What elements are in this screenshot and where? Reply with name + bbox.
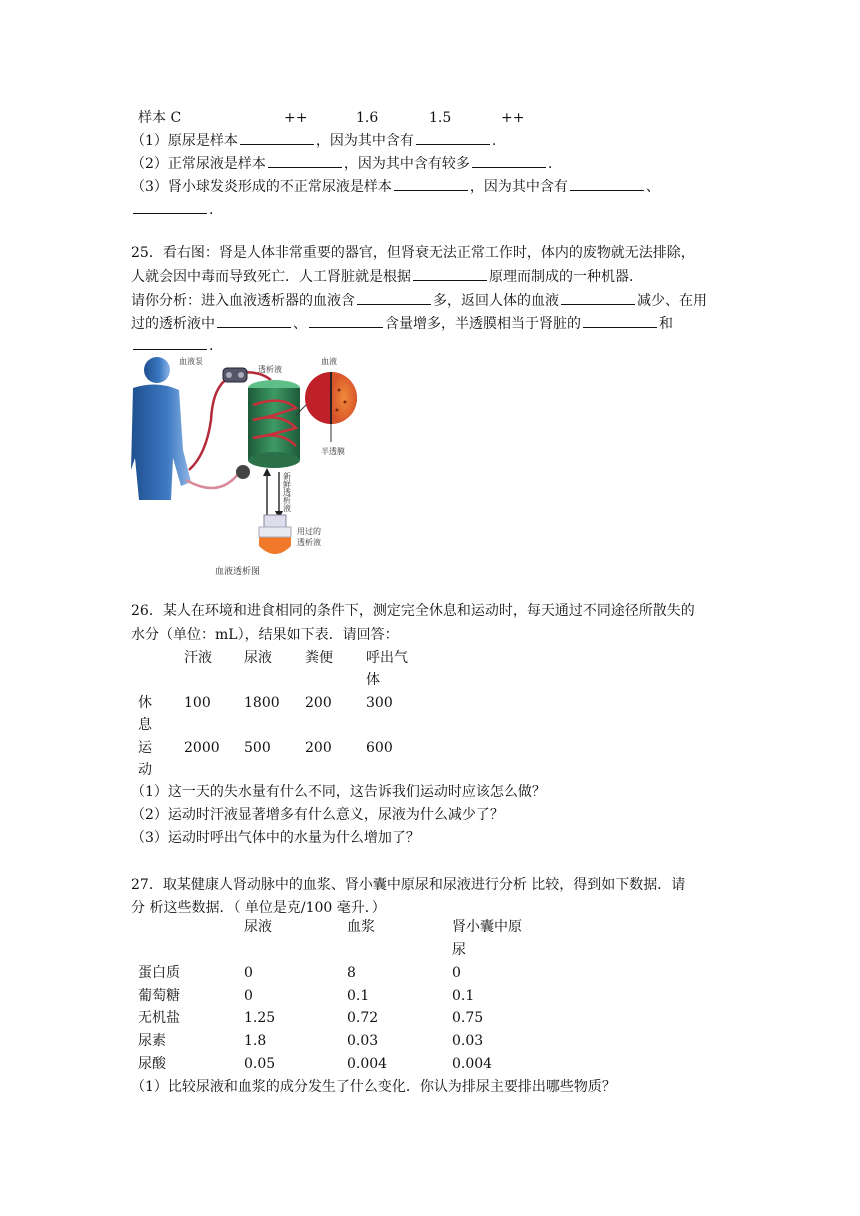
figure-caption: 血液透析图: [215, 567, 261, 577]
q26-question-2: （2）运动时汗液显著增多有什么意义，尿液为什么减少了？: [131, 807, 504, 823]
hemodialysis-diagram: [131, 350, 361, 582]
return-pump-icon: [236, 465, 250, 479]
q26-header-feces: 粪便: [305, 650, 333, 666]
q27-cell: 0.03: [452, 1033, 484, 1049]
q26-rest-urine: 1800: [244, 695, 280, 711]
q27-cell: 0: [244, 965, 253, 981]
q26-row-rest-label-2: 息: [138, 717, 152, 733]
answer-blank[interactable]: [133, 199, 207, 214]
q26-header-urine: 尿液: [244, 650, 272, 666]
human-silhouette: [131, 357, 191, 500]
blood-magnified-icon: [296, 372, 357, 424]
answer-blank[interactable]: [561, 290, 635, 305]
q27-row-name: 尿酸: [138, 1056, 166, 1072]
dialyzer-icon: [248, 380, 300, 468]
q26-rest-sweat: 100: [184, 695, 211, 711]
q27-row-name: 尿素: [138, 1033, 166, 1049]
dialysate-label: 透析液: [258, 365, 282, 374]
answer-blank[interactable]: [357, 290, 431, 305]
used-dialysate-bottle-icon: [259, 515, 291, 554]
q26-rest-feces: 200: [305, 695, 332, 711]
q26-question-3: （3）运动时呼出气体中的水量为什么增加了？: [131, 830, 420, 846]
q24-line-1: （1）原尿是样本 ，因为其中含有 .: [131, 130, 496, 151]
q26-exercise-breath: 600: [366, 740, 393, 756]
q27-line-2: 分 析这些数据．（ 单位是克/100 毫升．）: [131, 900, 386, 916]
q26-exercise-sweat: 2000: [184, 740, 220, 756]
q27-row-name: 无机盐: [138, 1010, 180, 1026]
answer-blank[interactable]: [217, 313, 291, 328]
q25-line-4: 过的透析液中 、 含量增多，半透膜相当于肾脏的 和: [131, 313, 673, 334]
q27-row-name: 葡萄糖: [138, 988, 180, 1004]
q26-rest-breath: 300: [366, 695, 393, 711]
q26-header-breath-2: 体: [366, 672, 380, 688]
q27-cell: 0.1: [452, 988, 475, 1004]
q27-header-primary-urine: 肾小囊中原: [452, 919, 522, 935]
q27-cell: 0: [244, 988, 253, 1004]
answer-blank[interactable]: [570, 176, 644, 191]
blood-pump-icon: [223, 368, 247, 382]
answer-blank[interactable]: [416, 130, 490, 145]
q26-line-2: 水分（单位：mL），结果如下表．请回答：: [131, 627, 399, 643]
answer-blank[interactable]: [268, 153, 342, 168]
q27-header-urine: 尿液: [244, 919, 272, 935]
q27-question-1: （1）比较尿液和血浆的成分发生了什么变化．你认为排尿主要排出哪些物质？: [131, 1079, 616, 1095]
q26-question-1: （1）这一天的失水量有什么不同，这告诉我们运动时应该怎么做？: [131, 784, 546, 800]
q26-row-rest-label: 休: [138, 695, 152, 711]
q27-cell: 1.25: [244, 1010, 276, 1026]
used-dialysate-label-1: 用过的: [297, 527, 321, 536]
q24-line-3: （3）肾小球发炎形成的不正常尿液是样本 ，因为其中含有 、: [131, 176, 660, 197]
answer-blank[interactable]: [583, 313, 657, 328]
fresh-dialysate-label: [283, 471, 292, 513]
q27-row-name: 蛋白质: [138, 965, 180, 981]
q27-cell: 0.1: [347, 988, 370, 1004]
q26-header-breath: 呼出气: [366, 650, 408, 666]
q25-line-2: 人就会因中毒而导致死亡．人工肾脏就是根据 原理而制成的一种机器．: [131, 266, 643, 287]
answer-blank[interactable]: [133, 335, 207, 350]
answer-blank[interactable]: [309, 313, 383, 328]
answer-blank[interactable]: [413, 266, 487, 281]
q27-header-primary-urine-2: 尿: [452, 942, 466, 958]
q26-row-exercise-label: 运: [138, 740, 152, 756]
q24-line-4: .: [131, 199, 213, 220]
q27-cell: 0.72: [347, 1010, 379, 1026]
q27-cell: 0.004: [452, 1056, 493, 1072]
q27-cell: 8: [347, 965, 356, 981]
answer-blank[interactable]: [240, 130, 314, 145]
q26-line-1: 26．某人在环境和进食相同的条件下，测定完全休息和运动时，每天通过不同途径所散失的: [131, 603, 695, 619]
sample-c-urea: 1.6: [356, 110, 379, 126]
svg-text:新鲜透析液: 新鲜透析液: [282, 472, 292, 512]
q27-cell: 0.05: [244, 1056, 276, 1072]
q27-line-1: 27．取某健康人肾动脉中的血浆、肾小囊中原尿和尿液进行分析 比较，得到如下数据．请: [131, 877, 686, 893]
q27-cell: 1.8: [244, 1033, 267, 1049]
q27-header-plasma: 血浆: [347, 919, 375, 935]
used-dialysate-label-2: 透析液: [297, 538, 321, 547]
blood-pump-label: 血液泵: [179, 357, 203, 366]
q25-line-5: .: [131, 335, 213, 356]
q27-cell: 0.03: [347, 1033, 379, 1049]
q24-line-2: （2）正常尿液是样本 ，因为其中含有较多 .: [131, 153, 552, 174]
sample-c-salt: 1.5: [429, 110, 452, 126]
q27-cell: 0: [452, 965, 461, 981]
q27-cell: 0.75: [452, 1010, 484, 1026]
answer-blank[interactable]: [394, 176, 468, 191]
answer-blank[interactable]: [472, 153, 546, 168]
q25-line-1: 25．看右图：肾是人体非常重要的器官，但肾衰无法正常工作时，体内的废物就无法排除，: [131, 245, 695, 261]
sample-c-protein: ++: [284, 110, 308, 126]
sample-c-label: 样本 C: [138, 110, 182, 126]
q26-exercise-urine: 500: [244, 740, 271, 756]
sample-c-blood-cells: ++: [501, 110, 525, 126]
q27-cell: 0.004: [347, 1056, 388, 1072]
q26-row-exercise-label-2: 动: [138, 762, 152, 778]
q26-exercise-feces: 200: [305, 740, 332, 756]
q26-header-sweat: 汗液: [184, 650, 212, 666]
blood-label: 血液: [321, 357, 337, 366]
q25-line-3: 请你分析：进入血液透析器的血液含 多，返回人体的血液 减少、在用: [131, 290, 707, 311]
membrane-label: 半透膜: [321, 447, 345, 456]
hemodialysis-figure: [131, 350, 361, 582]
